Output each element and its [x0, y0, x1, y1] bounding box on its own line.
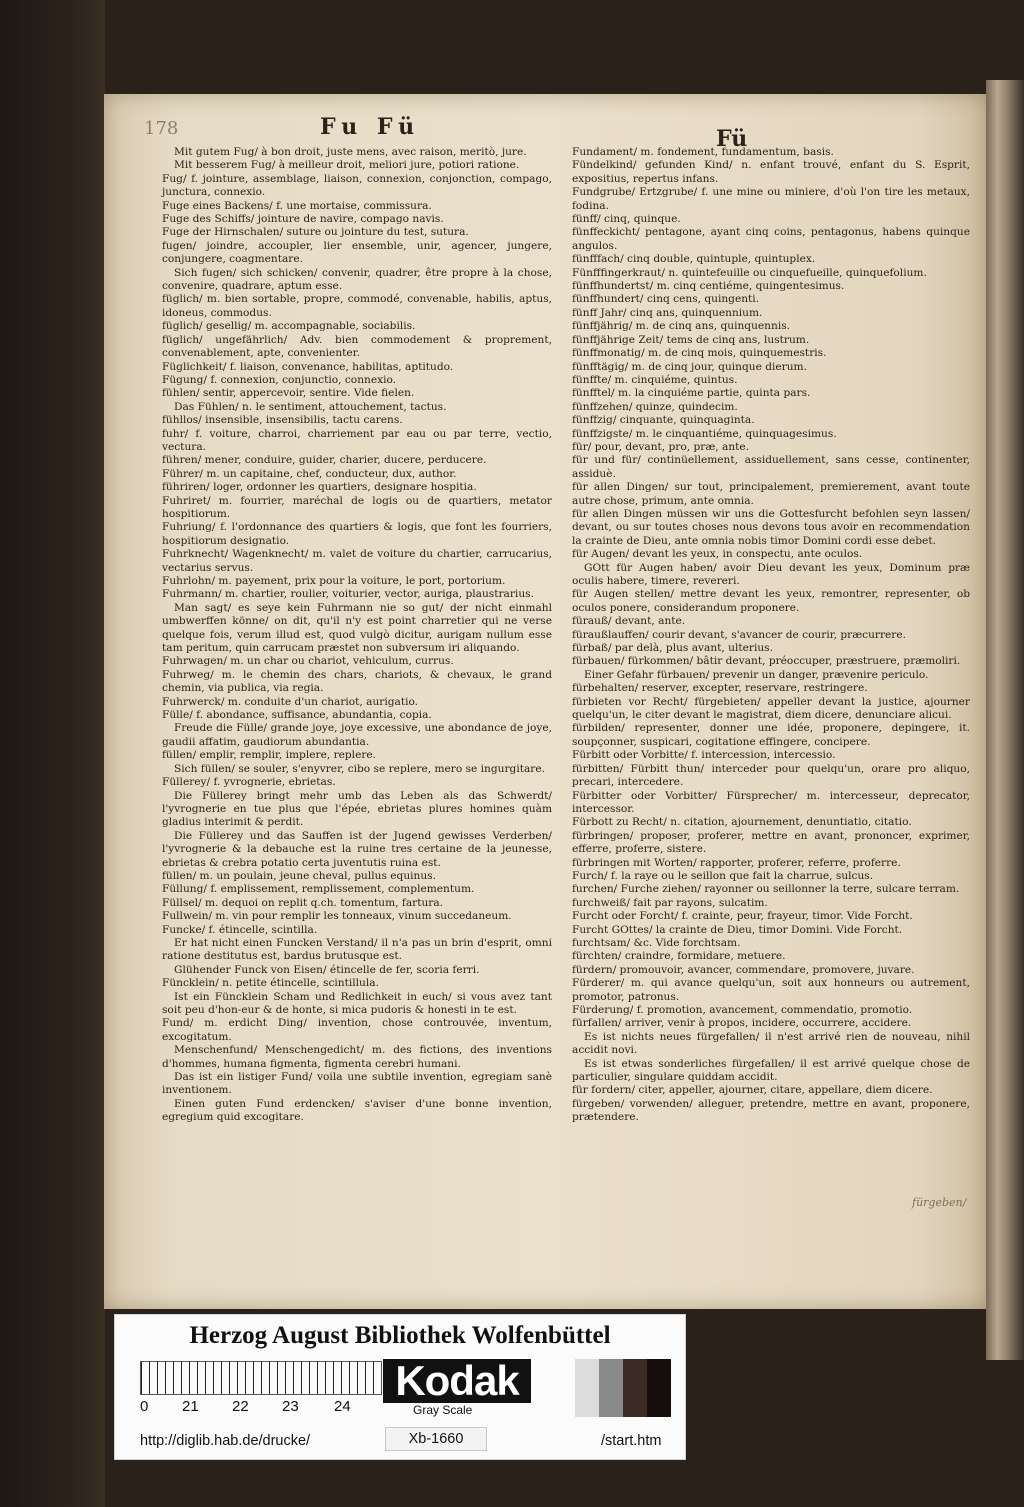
dictionary-entry: fürbringen mit Worten/ rapporter, proferer, referre, proferre. — [572, 856, 901, 869]
dictionary-entry: Fürbitt oder Vorbitte/ f. intercession, intercessio. — [572, 749, 836, 762]
dictionary-entry: fünffhundertst/ m. cinq centiéme, quingentesimus. — [572, 280, 845, 293]
dictionary-entry: Mit gutem Fug/ à bon droit, juste mens, avec raison, meritò, jure. — [174, 146, 527, 158]
dictionary-entry: fünffeckicht/ pentagone, ayant cinq coins, pentagonus, habens quinque angulos. — [572, 226, 970, 252]
dictionary-entry: Er hat nicht einen Funcken Verstand/ il n'a pas un brin d'esprit, omni ratione destitutus est, bardus brutusque est. — [162, 936, 552, 963]
dictionary-entry: für allen Dingen müssen wir uns die Gottesfurcht befohlen seyn lassen/ devant, ou sur toutes choses nous devons tous avoir en recommendation la crainte de Dieu, ante omnia nobis timor Domini cordi esse debet. — [572, 507, 970, 547]
scan-background-left — [0, 0, 105, 1507]
dictionary-entry: für fordern/ citer, appeller, ajourner, citare, appellare, diem dicere. — [572, 1084, 933, 1097]
dictionary-entry: Freude die Fülle/ grande joye, joye excessive, une abondance de joye, gaudii affatim, gaudiorum abundantia. — [162, 722, 552, 748]
dictionary-entry: füglich/ ungefährlich/ Adv. bien commodement & proprement, convenablement, apte, convenienter. — [162, 333, 552, 360]
dictionary-entry: Ist ein Füncklein Scham und Redlichkeit in euch/ si vous avez tant soit peu d'hon-eur & de honte, si mica pudoris & honesti in te est. — [162, 990, 552, 1016]
dictionary-entry: fürbringen/ proposer, proferer, mettre en avant, prononcer, exprimer, efferre, proferre, sistere. — [572, 829, 970, 856]
dictionary-entry: fünffzigste/ m. le cinquantiéme, quinquagesimus. — [572, 427, 837, 440]
dictionary-entry: Das Fühlen/ n. le sentiment, attouchement, tactus. — [174, 400, 447, 413]
dictionary-entry: Fuhrwagen/ m. un char ou chariot, vehiculum, currus. — [162, 655, 454, 668]
dictionary-entry: Fund/ m. erdicht Ding/ invention, chose controuvée, inventum, excogitatum. — [162, 1017, 552, 1043]
dictionary-entry: Menschenfund/ Menschengedicht/ m. des fictions, des inventions d'hommes, humana figmenta, figmenta cerebri humani. — [162, 1044, 552, 1070]
dictionary-entry: fürbilden/ representer, donner une idée, proponere, depingere, it. soupçonner, suspicari, cogitatione effingere, concipere. — [572, 722, 970, 748]
dictionary-entry: Füllerey/ f. yvrognerie, ebrietas. — [162, 776, 336, 789]
dictionary-entry: fünfffach/ cinq double, quintuple, quintuplex. — [572, 253, 816, 266]
url-suffix[interactable]: /start.htm — [601, 1433, 662, 1449]
dictionary-entry: fühllos/ insensible, insensibilis, tactu carens. — [162, 414, 403, 427]
dictionary-entry: Fuhrknecht/ Wagenknecht/ m. valet de voiture du chartier, carrucarius, vectarius servus. — [162, 548, 552, 574]
dictionary-entry: fugen/ joindre, accoupler, lier ensemble, unir, agencer, jungere, conjungere, coagmentare. — [162, 239, 552, 266]
dictionary-entry: Fürbitter oder Vorbitter/ Fürsprecher/ m. intercesseur, deprecator, intercessor. — [572, 789, 970, 815]
dictionary-entry: Fug/ f. jointure, assemblage, liaison, connexion, conjonction, compago, junctura, connexio. — [162, 172, 552, 199]
dictionary-entry: führen/ mener, conduire, guider, charier, ducere, perducere. — [162, 454, 487, 467]
dictionary-entry: fünffmonatig/ m. de cinq mois, quinquemestris. — [572, 347, 827, 360]
dictionary-entry: Fülle/ f. abondance, suffisance, abundantia, copia. — [162, 709, 432, 722]
dictionary-entry: Glühender Funck von Eisen/ étincelle de fer, scoria ferri. — [174, 963, 480, 976]
dictionary-entry: Einen guten Fund erdencken/ s'aviser d'une bonne invention, egregium quid excogitare. — [162, 1097, 552, 1124]
dictionary-entry: fürbauen/ fürkommen/ bâtir devant, préoccuper, præstruere, præmoliri. — [572, 655, 961, 668]
dictionary-entry: Fünfffingerkraut/ n. quintefeuille ou cinquefueille, quinquefolium. — [572, 266, 927, 279]
ruler-number: 24 — [334, 1398, 351, 1415]
dictionary-entry: Mit besserem Fug/ à meilleur droit, meliori jure, potiori ratione. — [174, 159, 520, 172]
dictionary-entry: für/ pour, devant, pro, præ, ante. — [572, 440, 750, 453]
dictionary-entry: fünffhundert/ cinq cens, quingenti. — [572, 293, 760, 306]
dictionary-entry: füllen/ emplir, remplir, implere, replere. — [162, 749, 377, 762]
dictionary-entry: Füncklein/ n. petite étincelle, scintillula. — [162, 977, 379, 990]
dictionary-entry: führiren/ loger, ordonner les quartiers, designare hospitia. — [162, 481, 477, 494]
dictionary-entry: furchweiß/ fait par rayons, sulcatim. — [572, 896, 768, 909]
dictionary-entry: Fullwein/ m. vin pour remplir les tonneaux, vinum succedaneum. — [162, 910, 512, 923]
url-base[interactable]: http://diglib.hab.de/drucke/ — [140, 1433, 311, 1449]
right-running-head: Fü — [716, 126, 748, 152]
gray-patch — [623, 1359, 647, 1417]
dictionary-entry: Das ist ein listiger Fund/ voila une subtile invention, egregiam sanè inventionem. — [162, 1071, 552, 1097]
dictionary-entry: fürbehalten/ reserver, excepter, reservare, restringere. — [572, 682, 868, 695]
gray-patch — [647, 1359, 671, 1417]
left-column — [162, 146, 552, 1125]
gray-scale-label: Gray Scale — [413, 1403, 473, 1417]
ruler-numbers — [140, 1398, 380, 1416]
dictionary-entry: fürbieten vor Recht/ fürgebieten/ appeller devant la justice, ajourner quelqu'un, le citer devant le magistrat, diem dicere, denunciare alicui. — [572, 695, 970, 722]
dictionary-entry: fuhr/ f. voiture, charroi, charriement par eau ou par terre, vectio, vectura. — [162, 427, 552, 453]
gray-patch — [575, 1359, 599, 1417]
ruler-number: 21 — [182, 1398, 199, 1415]
page-edge-right — [986, 80, 1024, 1360]
dictionary-entry: Fürderer/ m. qui avance quelqu'un, soit aux honneurs ou autrement, promotor, patronus. — [572, 977, 970, 1003]
dictionary-entry: für und für/ continüellement, assiduellement, sans cesse, continenter, assiduè. — [572, 454, 970, 480]
dictionary-entry: Furcht GOttes/ la crainte de Dieu, timor Domini. Vide Forcht. — [572, 923, 903, 936]
dictionary-entry: Sich fugen/ sich schicken/ convenir, quadrer, être propre à la chose, convenire, quadrare, aptum esse. — [162, 266, 552, 293]
dictionary-entry: furchtsam/ &c. Vide forchtsam. — [572, 936, 741, 949]
dictionary-entry: fürgeben/ vorwenden/ alleguer, pretendre, mettre en avant, proponere, prætendere. — [572, 1097, 970, 1124]
url-shelfmark[interactable]: Xb-1660 — [385, 1427, 487, 1451]
dictionary-entry: Fündelkind/ gefunden Kind/ n. enfant trouvé, enfant du S. Esprit, expositius, repertus infans. — [572, 159, 970, 185]
dictionary-entry: fürfallen/ arriver, venir à propos, incidere, occurrere, accidere. — [572, 1017, 912, 1030]
dictionary-entry: Es ist nichts neues fürgefallen/ il n'est arrivé rien de nouveau, nihil accidit novi. — [572, 1030, 970, 1057]
dictionary-entry: fürauß/ devant, ante. — [572, 615, 686, 628]
dictionary-entry: Die Füllerey und das Sauffen ist der Jugend gewisses Verderben/ l'yvrognerie & la debauche est la ruine tres certaine de la jeunesse, ebrietas & crebra potatio certa juventutis ruina est. — [162, 829, 552, 869]
dictionary-entry: Sich füllen/ se souler, s'enyvrer, cibo se replere, mero se ingurgitare. — [174, 762, 545, 775]
dictionary-entry: Führer/ m. un capitaine, chef, conducteur, dux, author. — [162, 467, 457, 480]
left-running-head: Fu Fü — [320, 114, 421, 140]
dictionary-entry: füraußlauffen/ courir devant, s'avancer de courir, præcurrere. — [572, 628, 907, 641]
dictionary-entry: Es ist etwas sonderliches fürgefallen/ il est arrivé quelque chose de particulier, singulare quiddam accidit. — [572, 1057, 970, 1084]
ruler-number: 0 — [140, 1398, 149, 1415]
dictionary-entry: Fuhriret/ m. fourrier, maréchal de logis ou de quartiers, metator hospitiorum. — [162, 494, 552, 520]
dictionary-entry: GOtt für Augen haben/ avoir Dieu devant les yeux, Dominum præ oculis habere, timere, revereri. — [572, 561, 970, 587]
dictionary-entry: fünff/ cinq, quinque. — [572, 213, 681, 226]
dictionary-entry: Die Füllerey bringt mehr umb das Leben als das Schwerdt/ l'yvrognerie en tue plus que l'épée, ebrietas plures homines quàm gladius interimit & perdit. — [162, 789, 552, 829]
dictionary-entry: fünffjährig/ m. de cinq ans, quinquennis. — [572, 320, 791, 333]
page-number: 178 — [144, 118, 179, 139]
dictionary-entry: fünffte/ m. cinquiéme, quintus. — [572, 373, 738, 386]
dictionary-entry: Einer Gefahr fürbauen/ prevenir un danger, prævenire periculo. — [584, 668, 929, 681]
dictionary-entry: fünffzehen/ quinze, quindecim. — [572, 400, 738, 413]
target-card — [114, 1314, 686, 1460]
dictionary-entry: Fuge des Schiffs/ jointure de navire, compago navis. — [162, 213, 444, 226]
right-column — [572, 146, 970, 1125]
dictionary-entry: Fügung/ f. connexion, conjunctio, connexio. — [162, 373, 397, 386]
dictionary-entry: für allen Dingen/ sur tout, principalement, premierement, avant toute autre chose, primum, ante omnia. — [572, 481, 970, 507]
dictionary-entry: Füglichkeit/ f. liaison, convenance, habilitas, aptitudo. — [162, 360, 454, 373]
book-page — [104, 94, 988, 1309]
library-title: Herzog August Bibliothek Wolfenbüttel — [189, 1322, 611, 1349]
dictionary-entry: Fuge eines Backens/ f. une mortaise, commissura. — [162, 199, 432, 212]
dictionary-entry: füglich/ gesellig/ m. accompagnable, sociabilis. — [162, 320, 416, 333]
scale-ruler — [140, 1361, 382, 1395]
dictionary-entry: Man sagt/ es seye kein Fuhrmann nie so gut/ der nicht einmahl umbwerffen könne/ on dit, qu'il n'y est point charretier qui ne verse quelque fois, verum illud est, quod vulgò dicitur, aurigam nullum esse tam peritum, quin carrucam præstet non subversum iri aliquando. — [162, 601, 552, 655]
dictionary-entry: Fundament/ m. fondement, fundamentum, basis. — [572, 146, 834, 158]
dictionary-entry: Fuhrweg/ m. le chemin des chars, chariots, & chevaux, le grand chemin, via publica, via regia. — [162, 668, 552, 695]
dictionary-entry: Furch/ f. la raye ou le seillon que fait la charrue, sulcus. — [572, 869, 874, 882]
catchword: fürgeben/ — [912, 1196, 967, 1209]
dictionary-entry: fünfftel/ m. la cinquiéme partie, quinta pars. — [572, 387, 811, 400]
dictionary-entry: für Augen stellen/ mettre devant les yeux, remontrer, representer, ob oculos ponere, considerandum proponere. — [572, 588, 970, 614]
dictionary-entry: fürchten/ craindre, formidare, metuere. — [572, 950, 786, 963]
dictionary-entry: Fürderung/ f. promotion, avancement, commendatio, promotio. — [572, 1004, 913, 1016]
dictionary-entry: furchen/ Furche ziehen/ rayonner ou seillonner la terre, sulcare terram. — [572, 883, 960, 896]
dictionary-entry: Fuhrmann/ m. chartier, roulier, voiturier, vector, auriga, plaustrarius. — [162, 588, 534, 601]
dictionary-entry: Furcht oder Forcht/ f. crainte, peur, frayeur, timor. Vide Forcht. — [572, 910, 913, 923]
dictionary-entry: Fuhriung/ f. l'ordonnance des quartiers & logis, que font les fourriers, hospitiorum designatio. — [162, 521, 552, 547]
dictionary-entry: Funcke/ f. étincelle, scintilla. — [162, 923, 318, 936]
dictionary-entry: fünff Jahr/ cinq ans, quinquennium. — [572, 306, 763, 319]
dictionary-entry: fürbaß/ par delà, plus avant, ulterius. — [572, 642, 773, 655]
dictionary-entry: fünffzig/ cinquante, quinquaginta. — [572, 414, 755, 427]
dictionary-entry: fünfftägig/ m. de cinq jour, quinque dierum. — [572, 360, 807, 373]
dictionary-entry: füllen/ m. un poulain, jeune cheval, pullus equinus. — [162, 869, 436, 882]
dictionary-entry: Fürbott zu Recht/ n. citation, ajournement, denuntiatio, citatio. — [572, 816, 912, 829]
gray-scale-patches — [575, 1359, 671, 1417]
dictionary-entry: Fundgrube/ Ertzgrube/ f. une mine ou miniere, d'où l'on tire les metaux, fodina. — [572, 186, 970, 212]
dictionary-entry: für Augen/ devant les yeux, in conspectu, ante oculos. — [572, 548, 863, 561]
dictionary-entry: Füllsel/ m. dequoi on replit q.ch. tomentum, fartura. — [162, 896, 444, 909]
dictionary-entry: Fuhrwerck/ m. conduite d'un chariot, aurigatio. — [162, 695, 419, 708]
ruler-number: 23 — [282, 1398, 299, 1415]
dictionary-entry: Fuhrlohn/ m. payement, prix pour la voiture, le port, portorium. — [162, 575, 506, 587]
dictionary-entry: Fuge der Hirnschalen/ suture ou jointure du test, sutura. — [162, 226, 469, 239]
ruler-number: 22 — [232, 1398, 249, 1415]
dictionary-entry: fürdern/ promouvoir, avancer, commendare, promovere, juvare. — [572, 963, 915, 976]
dictionary-entry: Füllung/ f. emplissement, remplissement, complementum. — [162, 883, 475, 896]
dictionary-entry: fühlen/ sentir, appercevoir, sentire. Vide fielen. — [162, 387, 415, 400]
dictionary-entry: fünffjährige Zeit/ tems de cinq ans, lustrum. — [572, 333, 810, 346]
dictionary-entry: fürbitten/ Fürbitt thun/ interceder pour quelqu'un, orare pro aliquo, precari, intercedere. — [572, 762, 970, 789]
gray-patch — [599, 1359, 623, 1417]
kodak-logo: Kodak — [383, 1359, 531, 1403]
dictionary-entry: füglich/ m. bien sortable, propre, commodé, convenable, habilis, aptus, idoneus, commodus. — [162, 293, 552, 319]
